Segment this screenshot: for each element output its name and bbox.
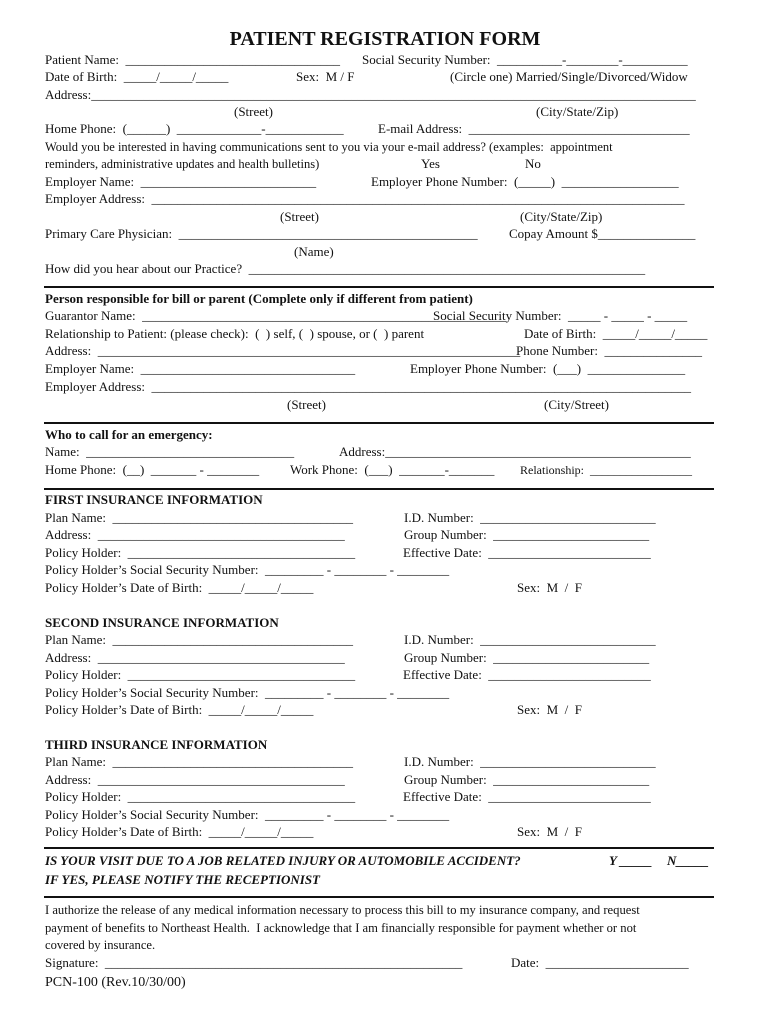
insurance-3-holder-field[interactable]: Policy Holder: ___________________________________ (45, 789, 356, 804)
form-number: PCN-100 (Rev.10/30/00) (45, 975, 186, 990)
insurance-2-plan-field[interactable]: Plan Name: _____________________________________ (45, 632, 354, 647)
email-consent-no[interactable]: No (525, 156, 541, 171)
patient-address-field[interactable]: Address:_____________________________________________________________________________________________ (45, 87, 696, 102)
emergency-address-field[interactable]: Address:_______________________________________________ (339, 444, 691, 459)
guarantor-name-field[interactable]: Guarantor Name: ________________________________________________________ (45, 308, 507, 323)
employer-phone-field[interactable]: Employer Phone Number: (_____) __________________ (371, 174, 679, 189)
third-insurance-heading: THIRD INSURANCE INFORMATION (45, 737, 268, 752)
email-consent-question-cont: reminders, administrative updates and health bulletins) (45, 157, 320, 171)
emergency-name-field[interactable]: Name: ________________________________ (45, 444, 295, 459)
employer-address-field[interactable]: Employer Address: __________________________________________________________________________________ (45, 191, 685, 206)
insurance-1-holder-ssn-field[interactable]: Policy Holder’s Social Security Number: _________ - ________ - ________ (45, 562, 450, 577)
guarantor-employer-phone-field[interactable]: Employer Phone Number: (___) _______________ (410, 361, 686, 376)
authorization-text: I authorize the release of any medical information necessary to process this bill to my insurance company, and request (45, 903, 640, 917)
page-title: PATIENT REGISTRATION FORM (229, 28, 541, 50)
signature-field[interactable]: Signature: _______________________________________________________ (45, 955, 463, 970)
insurance-3-group-field[interactable]: Group Number: ________________________ (404, 772, 650, 787)
guarantor-relationship-field[interactable]: Relationship to Patient: (please check): ( ) self, ( ) spouse, or ( ) parent (45, 326, 425, 341)
section-divider (44, 896, 714, 898)
guarantor-ssn-field[interactable]: Social Security Number: _____ - _____ - _____ (433, 308, 688, 323)
insurance-3-holder-dob-field[interactable]: Policy Holder’s Date of Birth: _____/_____/_____ (45, 824, 314, 839)
insurance-2-effective-field[interactable]: Effective Date: _________________________ (403, 667, 651, 682)
insurance-1-address-field[interactable]: Address: ______________________________________ (45, 527, 345, 542)
physician-field[interactable]: Primary Care Physician: ______________________________________________ (45, 226, 478, 241)
insurance-1-plan-field[interactable]: Plan Name: _____________________________________ (45, 510, 354, 525)
guarantor-dob-field[interactable]: Date of Birth: _____/_____/_____ (524, 326, 708, 341)
employer-name-field[interactable]: Employer Name: ___________________________ (45, 174, 317, 189)
insurance-1-group-field[interactable]: Group Number: ________________________ (404, 527, 650, 542)
emergency-relationship-field[interactable]: Relationship: _________________ (520, 463, 692, 477)
section-divider (44, 847, 714, 849)
second-insurance-heading: SECOND INSURANCE INFORMATION (45, 615, 279, 630)
first-insurance-heading: FIRST INSURANCE INFORMATION (45, 492, 263, 507)
guarantor-city-caption: (City/Street) (544, 397, 609, 412)
authorization-text: covered by insurance. (45, 938, 156, 952)
section-divider (44, 488, 714, 490)
guarantor-employer-field[interactable]: Employer Name: _________________________________ (45, 361, 356, 376)
section-divider (44, 286, 714, 288)
insurance-3-address-field[interactable]: Address: ______________________________________ (45, 772, 345, 787)
emergency-home-phone-field[interactable]: Home Phone: (__) _______ - ________ (45, 462, 260, 477)
patient-name-field[interactable]: Patient Name: _________________________________ (45, 52, 341, 67)
insurance-3-effective-field[interactable]: Effective Date: _________________________ (403, 789, 651, 804)
insurance-2-holder-dob-field[interactable]: Policy Holder’s Date of Birth: _____/_____/_____ (45, 702, 314, 717)
physician-name-caption: (Name) (294, 244, 334, 259)
insurance-2-holder-field[interactable]: Policy Holder: ___________________________________ (45, 667, 356, 682)
insurance-1-effective-field[interactable]: Effective Date: _________________________ (403, 545, 651, 560)
marital-status-field[interactable]: (Circle one) Married/Single/Divorced/Widow (450, 69, 688, 84)
guarantor-heading: Person responsible for bill or parent (Complete only if different from patient) (45, 291, 473, 306)
section-divider (44, 422, 714, 424)
accident-no-field[interactable]: N_____ (667, 853, 709, 868)
guarantor-employer-address-field[interactable]: Employer Address: ___________________________________________________________________________________ (45, 379, 692, 394)
insurance-2-id-field[interactable]: I.D. Number: ___________________________ (404, 632, 656, 647)
guarantor-address-field[interactable]: Address: _________________________________________________________________ (45, 343, 521, 358)
guarantor-street-caption: (Street) (287, 397, 326, 412)
insurance-2-holder-ssn-field[interactable]: Policy Holder’s Social Security Number: _________ - ________ - ________ (45, 685, 450, 700)
email-field[interactable]: E-mail Address: __________________________________ (378, 121, 690, 136)
home-phone-field[interactable]: Home Phone: (______) _____________-____________ (45, 121, 344, 136)
insurance-2-sex-field[interactable]: Sex: M / F (517, 702, 583, 717)
patient-sex-field[interactable]: Sex: M / F (296, 69, 355, 84)
copay-field[interactable]: Copay Amount $_______________ (509, 226, 696, 241)
insurance-3-plan-field[interactable]: Plan Name: _____________________________________ (45, 754, 354, 769)
accident-notice: IF YES, PLEASE NOTIFY THE RECEPTIONIST (45, 872, 320, 887)
accident-question: IS YOUR VISIT DUE TO A JOB RELATED INJURY OR AUTOMOBILE ACCIDENT? (45, 853, 521, 868)
insurance-2-group-field[interactable]: Group Number: ________________________ (404, 650, 650, 665)
employer-street-caption: (Street) (280, 209, 319, 224)
street-caption: (Street) (234, 104, 273, 119)
city-state-zip-caption: (City/State/Zip) (536, 104, 619, 119)
insurance-1-id-field[interactable]: I.D. Number: ___________________________ (404, 510, 656, 525)
insurance-1-holder-dob-field[interactable]: Policy Holder’s Date of Birth: _____/_____/_____ (45, 580, 314, 595)
insurance-3-id-field[interactable]: I.D. Number: ___________________________ (404, 754, 656, 769)
insurance-3-sex-field[interactable]: Sex: M / F (517, 824, 583, 839)
accident-yes-field[interactable]: Y _____ (609, 853, 653, 868)
patient-ssn-field[interactable]: Social Security Number: __________-________-__________ (362, 52, 688, 67)
email-consent-question: Would you be interested in having communications sent to you via your e-mail address? (examples: appointment (45, 140, 613, 154)
emergency-work-phone-field[interactable]: Work Phone: (___) _______-_______ (290, 462, 495, 477)
authorization-text: payment of benefits to Northeast Health. I acknowledge that I am financially responsible for payment whether or not (45, 921, 637, 935)
referral-source-field[interactable]: How did you hear about our Practice? _____________________________________________________________ (45, 261, 646, 276)
insurance-1-sex-field[interactable]: Sex: M / F (517, 580, 583, 595)
email-consent-yes[interactable]: Yes (421, 156, 440, 171)
insurance-1-holder-field[interactable]: Policy Holder: ___________________________________ (45, 545, 356, 560)
guarantor-phone-field[interactable]: Phone Number: _______________ (516, 343, 702, 358)
date-field[interactable]: Date: ______________________ (511, 955, 689, 970)
insurance-2-address-field[interactable]: Address: ______________________________________ (45, 650, 345, 665)
insurance-3-holder-ssn-field[interactable]: Policy Holder’s Social Security Number: _________ - ________ - ________ (45, 807, 450, 822)
employer-city-caption: (City/State/Zip) (520, 209, 603, 224)
emergency-heading: Who to call for an emergency: (45, 427, 213, 442)
patient-dob-field[interactable]: Date of Birth: _____/_____/_____ (45, 69, 229, 84)
